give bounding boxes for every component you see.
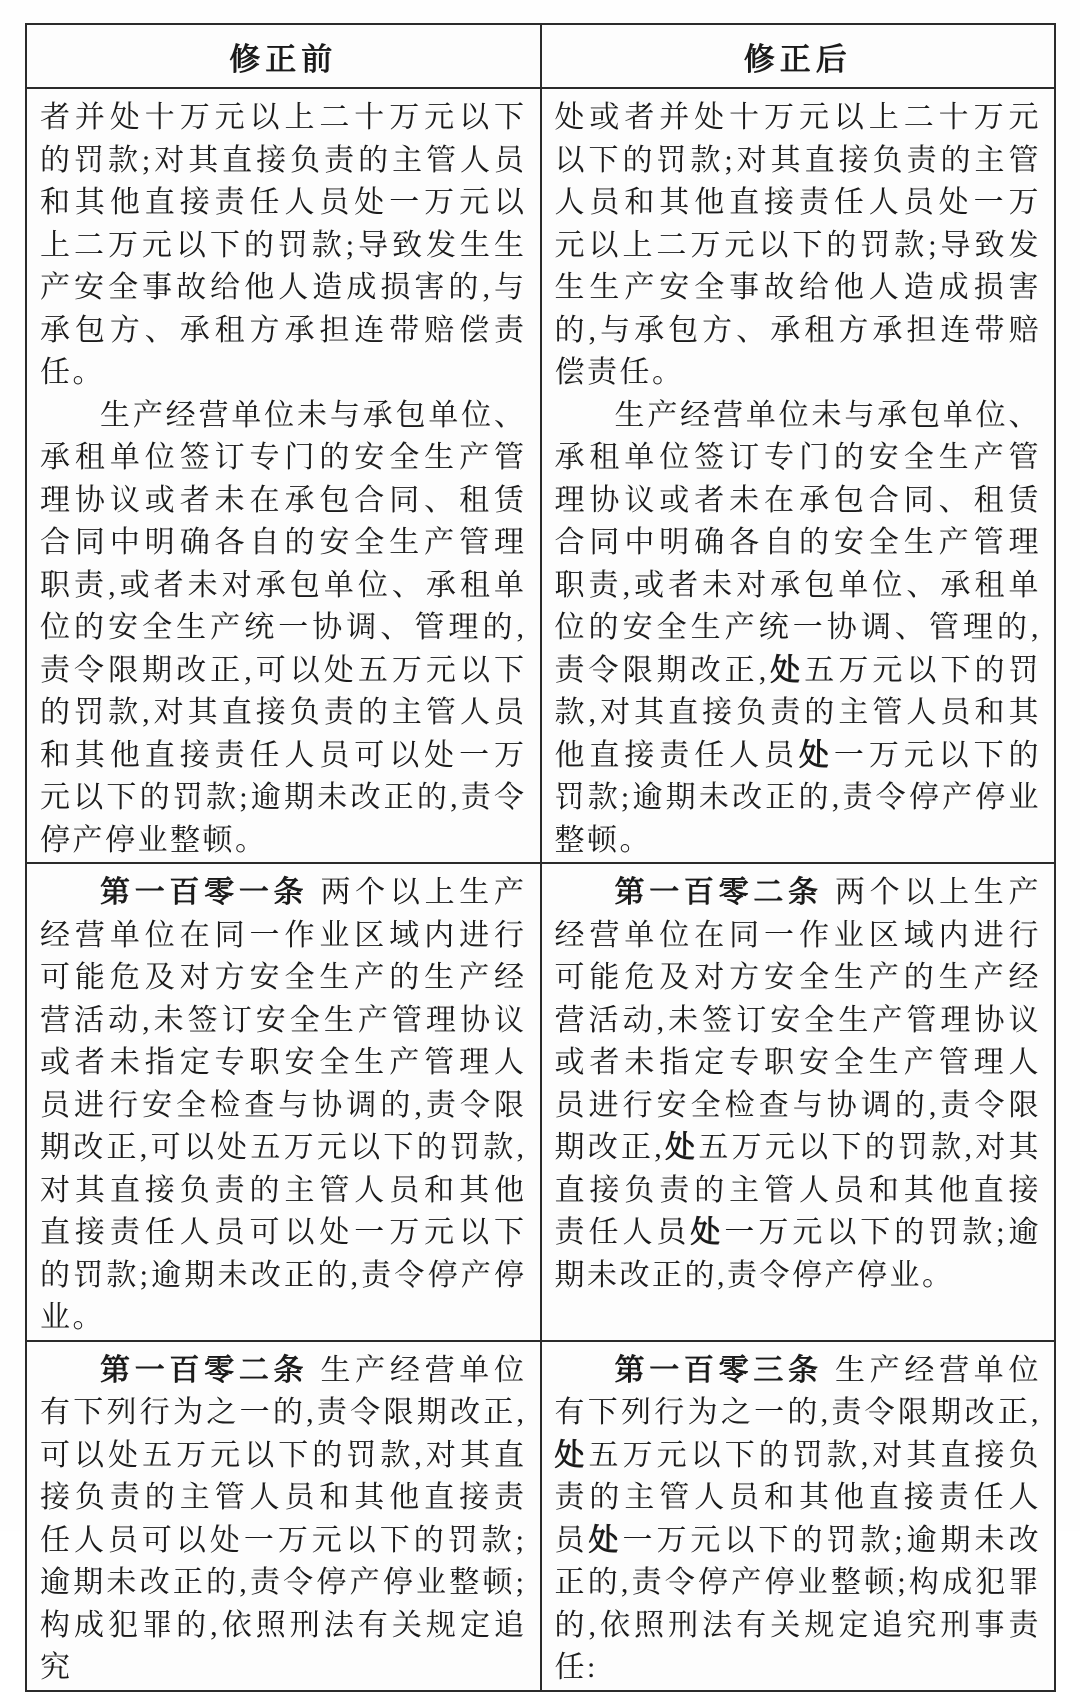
text-segment: 五万元以下的罚款,对其直接负责的主管人员和其他直接责任人员 xyxy=(554,653,1042,772)
text-segment: 生产经营单位未与承包单位、承租单位签订专门的安全生产管理协议或者未在承包合同、租赁合同中明确各自的安全生产管理职责,或者未对承包单位、承租单位的安全生产统一协调、管理的,责令限期改正, xyxy=(554,398,1041,687)
text-segment: 生产经营单位有下列行为之一的,责令限期改正,可以处五万元以下的罚款,对其直接负责的主管人员和其他直接责任人员可以处一万元以下的罚款;逾期未改正的,责令停产停业整顿;构成犯罪的,依照刑法有关规定追究 xyxy=(40,1353,527,1684)
cell-before xyxy=(26,88,541,863)
paragraph xyxy=(40,1350,527,1690)
cell-before xyxy=(26,863,541,1341)
bold-text: 处 xyxy=(798,738,834,772)
paragraph xyxy=(40,97,527,395)
cell-after xyxy=(541,88,1056,863)
paragraph xyxy=(40,395,527,863)
table-body xyxy=(26,88,1055,1691)
paragraph xyxy=(555,97,1042,395)
cell-after xyxy=(541,863,1056,1341)
text-segment: 五万元以下的罚款,对其直接负责的主管人员和其他直接责任人员 xyxy=(554,1131,1042,1249)
column-header-after: 修正后 xyxy=(541,24,1056,88)
text-segment: 一万元以下的罚款;逾期未改正的,责令停产停业。 xyxy=(554,1216,1042,1292)
bold-text: 第一百零二条 xyxy=(100,1353,309,1387)
bold-text: 处 xyxy=(690,1216,725,1249)
table-row xyxy=(26,1341,1055,1691)
bold-text: 处 xyxy=(588,1523,623,1557)
bold-text: 处 xyxy=(554,1438,589,1472)
paragraph xyxy=(40,872,527,1340)
paragraph xyxy=(555,1350,1042,1690)
text-segment: 生产经营单位未与承包单位、承租单位签订专门的安全生产管理协议或者未在承包合同、租赁合同中明确各自的安全生产管理职责,或者未对承包单位、承租单位的安全生产统一协调、管理的,责令限期改正,可以处五万元以下的罚款,对其直接负责的主管人员和其他直接责任人员可以处一万元以下的罚款;逾期未改正的,责令停产停业整顿。 xyxy=(40,398,527,857)
text-segment: 两个以上生产经营单位在同一作业区域内进行可能危及对方安全生产的生产经营活动,未签订安全生产管理协议或者未指定专职安全生产管理人员进行安全检查与协调的,责令限期改正,可以处五万元以下的罚款,对其直接负责的主管人员和其他直接责任人员可以处一万元以下的罚款;逾期未改正的,责令停产停业。 xyxy=(40,876,527,1334)
bold-text: 第一百零二条 xyxy=(614,876,823,909)
cell-before xyxy=(26,1341,541,1691)
header-row xyxy=(26,24,1055,88)
table-row xyxy=(26,88,1055,863)
table-row xyxy=(26,863,1055,1341)
paragraph xyxy=(555,395,1042,863)
comparison-table xyxy=(25,23,1056,1692)
cell-after xyxy=(541,1341,1056,1691)
bold-text: 处 xyxy=(664,1131,699,1164)
text-segment: 一万元以下的罚款;逾期未改正的,责令停产停业整顿;构成犯罪的,依照刑法有关规定追究刑事责任: xyxy=(554,1523,1042,1684)
column-header-before: 修正前 xyxy=(26,24,541,88)
bold-text: 第一百零三条 xyxy=(614,1353,823,1387)
text-segment: 两个以上生产经营单位在同一作业区域内进行可能危及对方安全生产的生产经营活动,未签订安全生产管理协议或者未指定专职安全生产管理人员进行安全检查与协调的,责令限期改正, xyxy=(554,876,1041,1164)
text-segment: 五万元以下的罚款,对其直接负责的主管人员和其他直接责任人员 xyxy=(554,1438,1042,1557)
paragraph xyxy=(555,872,1042,1297)
text-segment: 生产经营单位有下列行为之一的,责令限期改正, xyxy=(554,1353,1041,1429)
text-segment: 处或者并处十万元以上二十万元以下的罚款;对其直接负责的主管人员和其他直接责任人员处一万元以上二万元以下的罚款;导致发生生产安全事故给他人造成损害的,与承包方、承租方承担连带赔偿责任。 xyxy=(554,101,1041,389)
text-segment: 者并处十万元以上二十万元以下的罚款;对其直接负责的主管人员和其他直接责任人员处一万元以上二万元以下的罚款;导致发生生产安全事故给他人造成损害的,与承包方、承租方承担连带赔偿责任。 xyxy=(40,101,527,389)
text-segment: 一万元以下的罚款;逾期未改正的,责令停产停业整顿。 xyxy=(554,738,1042,857)
bold-text: 处 xyxy=(768,653,805,687)
bold-text: 第一百零一条 xyxy=(100,876,309,909)
